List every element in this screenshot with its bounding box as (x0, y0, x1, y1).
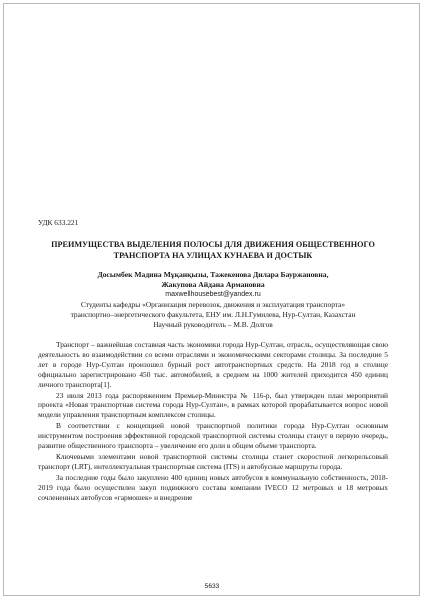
paragraph-2: 23 июля 2013 года распоряжением Премьер-Министра № 116-р, был утвержден план мероприятий проекта «Новая транспортная система города Нур-Султан», в рамках которой прорабатывается вопрос новой модели управления транспортным комплексом столицы. (38, 390, 388, 420)
supervisor-line: Научный руководитель – М.В. Долгов (153, 320, 273, 329)
authors-line-1: Досымбек Мадина Мұқанқызы, Тажекенова Дилара Бауржановна, (97, 270, 329, 279)
affiliation-line-1: Студенты кафедры «Организация перевозок, движения и эксплуатация транспорта» (80, 300, 346, 309)
authors-line-2: Жакупова Айдана Армановна (161, 280, 265, 289)
article-body (38, 218, 388, 504)
title-line-2: ТРАНСПОРТА НА УЛИЦАХ КУНАЕВА И ДОСТЫК (113, 250, 313, 260)
page-number: 5633 (204, 583, 220, 590)
paragraph-3: В соответствии с концепцией новой транспортной политики города Нур-Султан основным инструментом построения эффективной городской транспортной системы столицы станут в первую очередь, развитие общественного транспорта – увеличение его доли в общем объеме транспорта. (38, 421, 388, 451)
udk-code: УДК 633.221 (38, 218, 79, 227)
affiliation (38, 300, 388, 330)
author-email: maxwellhousebest@yandex.ru (165, 291, 261, 298)
article-title (38, 240, 388, 261)
section-gap (38, 330, 388, 340)
paragraph-1: Транспорт – важнейшая составная часть экономики города Нур-Султан, отрасль, осуществляющая свою деятельность во взаимодействии со всеми отраслями и экономическими секторами столицы. За последние 5 лет в городе Нур-Султан произошел бурный рост автотранспортных средств. На 2018 год в столице официально зарегистрировано 450 тыс. автомобилей, в среднем на 1000 жителей приходится 450 единиц личного транспорта[1]. (38, 340, 388, 389)
paragraph-5: За последние годы было закуплено 400 единиц новых автобусов в коммунальную собственность, 2018-2019 года было осуществлен закуп подвижного состава компании IVECO 12 метровых и 18 метровых сочлененных автобусов «гармошек» и внедрение (38, 472, 388, 502)
affiliation-line-2: транспортно–энергетического факультета, ЕНУ им. Л.Н.Гумилева, Нур-Султан, Казахстан (70, 310, 356, 319)
paragraph-4: Ключевыми элементами новой транспортной системы столицы станет скоростной легкорельсовый транспорт (LRT), интеллектуальная транспортная система (ITS) и автобусные маршруты города. (38, 451, 388, 471)
title-line-1: ПРЕИМУЩЕСТВА ВЫДЕЛЕНИЯ ПОЛОСЫ ДЛЯ ДВИЖЕНИЯ ОБЩЕСТВЕННОГО (51, 240, 375, 249)
authors (38, 270, 388, 290)
